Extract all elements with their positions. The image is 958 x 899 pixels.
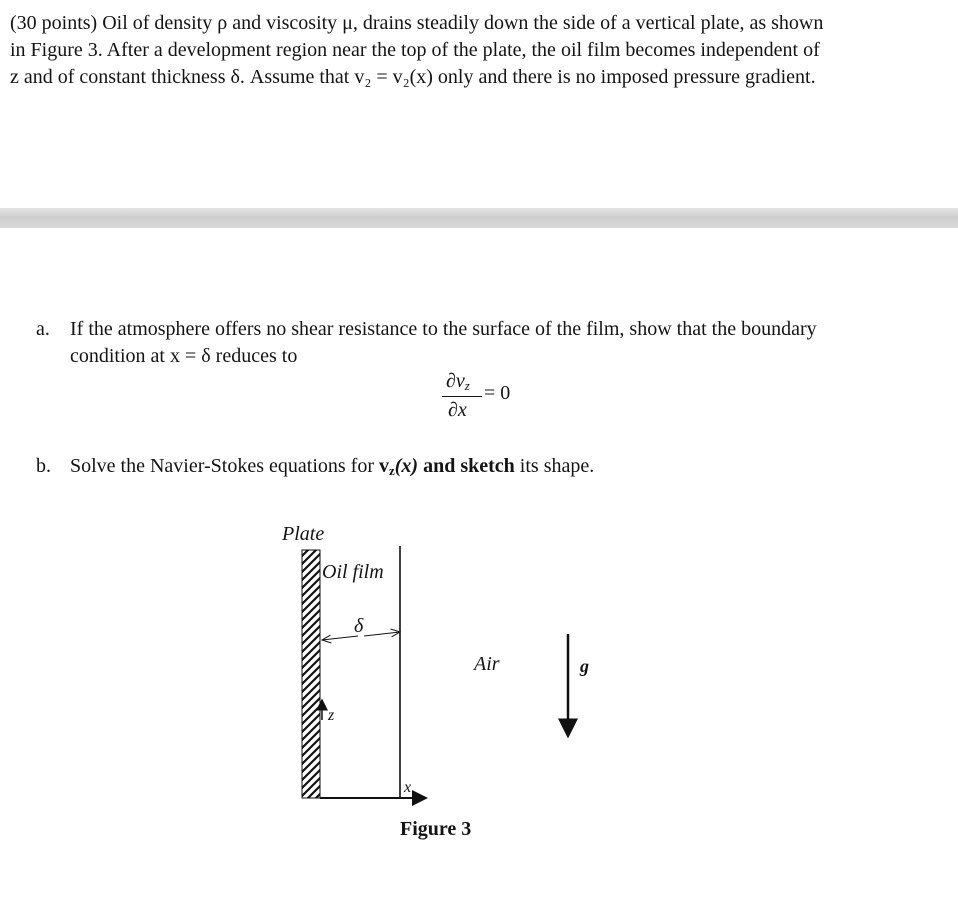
oil-film-label: Oil film	[322, 561, 384, 583]
question-a-text	[70, 316, 930, 370]
section-divider	[0, 208, 958, 228]
question-b-text-end: its shape.	[514, 455, 595, 477]
z-axis-label: z	[328, 707, 335, 724]
question-b-label: b.	[36, 455, 51, 477]
thickness-dimension-arrow-right	[364, 632, 400, 636]
thickness-dimension-arrow-left	[322, 636, 358, 640]
plate-label: Plate	[282, 523, 325, 545]
question-a-line-1: If the atmosphere offers no shear resistance to the surface of the film, show that the boundary	[70, 318, 817, 340]
problem-line-3: z and of constant thickness δ. Assume that v₂ = v₂(x) only and there is no imposed pressure gradient.	[10, 66, 816, 88]
gravity-label: g	[580, 656, 589, 676]
boundary-condition-equation	[440, 370, 530, 430]
question-b-text-start: Solve the Navier-Stokes equations for	[70, 455, 379, 477]
air-label: Air	[474, 653, 500, 675]
equation-numerator: ∂vz	[446, 370, 470, 393]
question-a-label: a.	[36, 318, 50, 340]
question-b-variable: vz(x) and sketch	[378, 455, 515, 478]
x-axis-label: x	[404, 779, 412, 796]
plate-wall	[302, 550, 320, 798]
problem-line-2: in Figure 3. After a development region near the top of the plate, the oil film becomes independent of	[10, 39, 820, 61]
problem-line-1: (30 points) Oil of density ρ and viscosity μ, drains steadily down the side of a vertical plate, as shown	[10, 12, 824, 34]
fraction-bar	[442, 396, 482, 397]
equation-rhs: = 0	[484, 382, 511, 404]
problem-statement	[10, 10, 950, 91]
equation-numerator-subscript: z	[464, 378, 470, 393]
question-a-line-2: condition at x = δ reduces to	[70, 345, 298, 367]
figure-3	[260, 510, 620, 850]
thickness-label: δ	[354, 615, 364, 637]
equation-denominator: ∂x	[448, 399, 467, 421]
figure-caption: Figure 3	[400, 818, 472, 840]
question-b-text	[70, 453, 930, 481]
